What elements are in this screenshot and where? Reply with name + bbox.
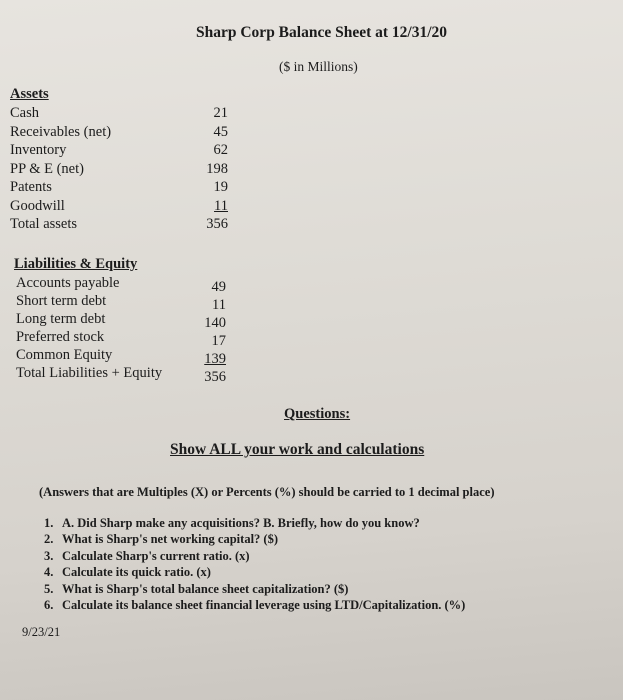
question-item [44, 548, 465, 564]
liability-label: Accounts payable [16, 275, 120, 291]
document-date: 9/23/21 [22, 625, 61, 639]
question-item [44, 564, 465, 580]
asset-value: 11 [214, 197, 228, 214]
instructions-text: Show ALL your work and calculations [170, 441, 425, 458]
asset-label: Goodwill [10, 197, 65, 214]
question-number: 6. [44, 598, 54, 613]
liability-total-value: 356 [204, 369, 226, 385]
question-text: What is Sharp's net working capital? ($) [62, 532, 278, 547]
question-number: 3. [44, 548, 54, 563]
rounding-note: (Answers that are Multiples (X) or Percents (%) should be carried to 1 decimal place) [39, 485, 495, 499]
page-title: Sharp Corp Balance Sheet at 12/31/20 [196, 24, 448, 41]
asset-label: Receivables (net) [10, 123, 112, 140]
liabilities-heading: Liabilities & Equity [14, 256, 138, 272]
question-text: What is Sharp's total balance sheet capitalization? ($) [62, 581, 349, 596]
question-list [44, 515, 465, 613]
question-number: 4. [44, 565, 54, 580]
question-item [44, 515, 465, 531]
liability-label: Total Liabilities + Equity [16, 365, 163, 381]
asset-label: Patents [10, 179, 52, 195]
asset-label: Inventory [10, 142, 67, 158]
question-text: Calculate its quick ratio. (x) [62, 565, 211, 580]
asset-label: Cash [10, 105, 39, 121]
asset-label: Total assets [10, 216, 78, 232]
liability-value: 140 [204, 315, 226, 331]
asset-value: 45 [213, 123, 228, 140]
question-item [44, 531, 465, 547]
liability-label: Long term debt [16, 311, 106, 327]
question-number: 5. [44, 581, 54, 596]
question-item [44, 597, 465, 613]
liability-value: 11 [212, 297, 226, 313]
liability-label: Short term debt [16, 293, 107, 309]
question-item [44, 581, 465, 597]
asset-label: PP & E (net) [10, 160, 84, 177]
assets-heading: Assets [10, 86, 49, 102]
questions-heading: Questions: [284, 406, 351, 422]
liability-label: Common Equity [16, 347, 113, 363]
liability-value: 49 [211, 279, 226, 295]
page-subtitle: ($ in Millions) [279, 59, 358, 74]
question-text: A. Did Sharp make any acquisitions? B. Briefly, how do you know? [62, 516, 420, 530]
question-number: 2. [44, 532, 54, 547]
liability-value: 139 [204, 351, 226, 367]
asset-value: 62 [213, 142, 228, 158]
question-text: Calculate Sharp's current ratio. (x) [62, 548, 250, 563]
liability-label: Preferred stock [16, 329, 105, 345]
asset-value: 19 [213, 179, 228, 195]
liability-value: 17 [211, 333, 226, 349]
asset-value: 198 [206, 160, 228, 177]
asset-total-value: 356 [206, 216, 228, 232]
question-text: Calculate its balance sheet financial leverage using LTD/Capitalization. (%) [62, 598, 466, 613]
asset-value: 21 [213, 105, 228, 121]
question-number: 1. [44, 516, 54, 530]
